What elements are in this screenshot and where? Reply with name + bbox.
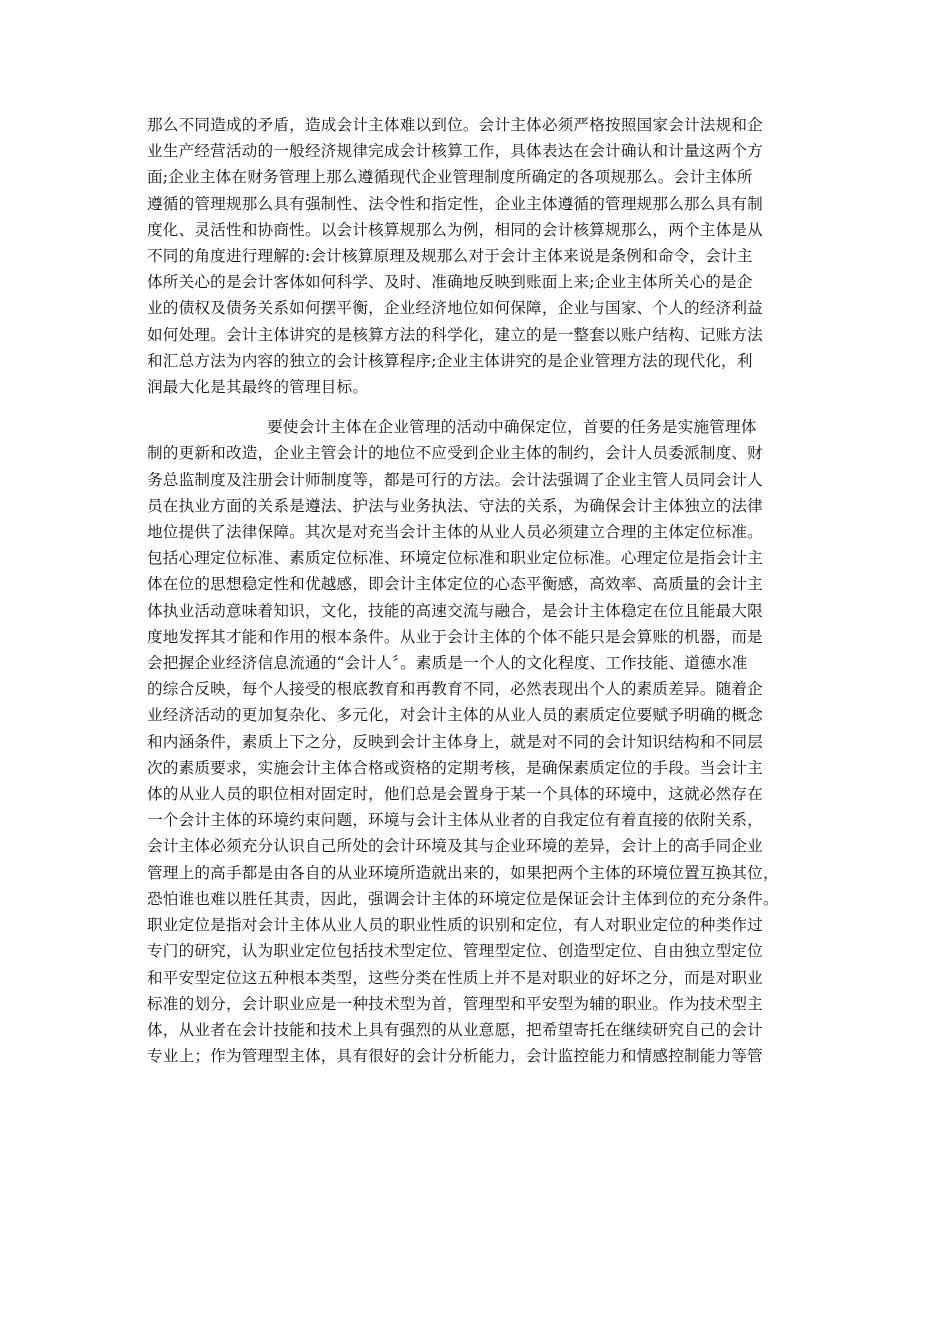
document-page bbox=[147, 112, 803, 1069]
text-line: 体，从业者在会计技能和技术上具有强烈的从业意愿，把希望寄托在继续研究自己的会计 bbox=[147, 1020, 763, 1039]
text-line: 体执业活动意味着知识，文化，技能的高速交流与融合，是会计主体稳定在位且能最大限 bbox=[147, 601, 763, 620]
paragraph-2 bbox=[147, 414, 803, 1069]
text-line: 的综合反映，每个人接受的根底教育和再教育不同，必然表现出个人的素质差异。随着企 bbox=[147, 680, 763, 699]
text-line: 务总监制度及注册会计师制度等，都是可行的方法。会计法强调了企业主管人员同会计人 bbox=[147, 470, 763, 489]
text-line: 职业定位是指对会计主体从业人员的职业性质的识别和定位，有人对职业定位的种类作过 bbox=[147, 916, 763, 935]
text-line: 次的素质要求，实施会计主体合格或资格的定期考核，是确保素质定位的手段。当会计主 bbox=[147, 758, 763, 777]
paragraph-1 bbox=[147, 112, 803, 400]
text-line: 面;企业主体在财务管理上那么遵循现代企业管理制度所确定的各项规那么。会计主体所 bbox=[147, 168, 753, 187]
text-line: 体在位的思想稳定性和优越感，即会计主体定位的心态平衡感，高效率、高质量的会计主 bbox=[147, 575, 763, 594]
text-line: 会把握企业经济信息流通的“会计人〞。素质是一个人的文化程度、工作技能、道德水准 bbox=[147, 654, 748, 673]
text-line: 标准的划分，会计职业应是一种技术型为首，管理型和平安型为辅的职业。作为技术型主 bbox=[147, 994, 763, 1013]
text-line: 包括心理定位标准、素质定位标准、环境定位标准和职业定位标准。心理定位是指会计主 bbox=[147, 549, 763, 568]
text-line: 体所关心的是会计客体如何科学、及时、准确地反映到账面上来;企业主体所关心的是企 bbox=[147, 273, 753, 292]
text-line: 业生产经营活动的一般经济规律完成会计核算工作，具体表达在会计确认和计量这两个方 bbox=[147, 142, 763, 161]
text-line: 会计主体必须充分认识自己所处的会计环境及其与企业环境的差异，会计上的高手同企业 bbox=[147, 837, 763, 856]
text-line: 如何处理。会计主体讲究的是核算方法的科学化，建立的是一整套以账户结构、记账方法 bbox=[147, 325, 763, 344]
text-line: 那么不同造成的矛盾，造成会计主体难以到位。会计主体必须严格按照国家会计法规和企 bbox=[147, 116, 763, 134]
text-line: 业的债权及债务关系如何摆平衡，企业经济地位如何保障，企业与国家、个人的经济利益 bbox=[147, 299, 763, 318]
text-line: 润最大化是其最终的管理目标。 bbox=[147, 378, 369, 397]
text-line: 专门的研究，认为职业定位包括技术型定位、管理型定位、创造型定位、自由独立型定位 bbox=[147, 942, 763, 961]
text-line: 体的从业人员的职位相对固定时，他们总是会置身于某一个具体的环境中，这就必然存在 bbox=[147, 785, 763, 804]
text-line: 专业上；作为管理型主体，具有很好的会计分析能力，会计监控能力和情感控制能力等管 bbox=[147, 1047, 763, 1066]
text-line: 和内涵条件，素质上下之分，反映到会计主体身上，就是对不同的会计知识结构和不同层 bbox=[147, 732, 763, 751]
text-line: 和平安型定位这五种根本类型，这些分类在性质上并不是对职业的好坏之分，而是对职业 bbox=[147, 968, 763, 987]
text-line: 业经济活动的更加复杂化、多元化，对会计主体的从业人员的素质定位要赋予明确的概念 bbox=[147, 706, 763, 725]
text-line: 恐怕谁也难以胜任其责，因此，强调会计主体的环境定位是保证会计主体到位的充分条件。 bbox=[147, 889, 779, 908]
text-line: 管理上的高手都是由各自的从业环境所造就出来的，如果把两个主体的环境位置互换其位， bbox=[147, 863, 779, 882]
text-line: 不同的角度进行理解的:会计核算原理及规那么对于会计主体来说是条例和命令，会计主 bbox=[147, 247, 753, 266]
text-line: 制的更新和改造，企业主管会计的地位不应受到企业主体的制约，会计人员委派制度、财 bbox=[147, 444, 763, 463]
text-line: 一个会计主体的环境约束问题，环境与会计主体从业者的自我定位有着直接的依附关系， bbox=[147, 811, 763, 830]
text-line: 遵循的管理规那么具有强制性、法令性和指定性，企业主体遵循的管理规那么那么具有制 bbox=[147, 194, 763, 213]
text-line: 员在执业方面的关系是遵法、护法与业务执法、守法的关系，为确保会计主体独立的法律 bbox=[147, 496, 763, 515]
text-line: 和汇总方法为内容的独立的会计核算程序;企业主体讲究的是企业管理方法的现代化，利 bbox=[147, 351, 753, 370]
text-line: 度地发挥其才能和作用的根本条件。从业于会计主体的个体不能只是会算账的机器，而是 bbox=[147, 627, 763, 646]
text-line: 地位提供了法律保障。其次是对充当会计主体的从业人员必须建立合理的主体定位标准。 bbox=[147, 523, 763, 542]
text-line: 度化、灵活性和协商性。以会计核算规那么为例，相同的会计核算规那么，两个主体是从 bbox=[147, 220, 763, 239]
text-line: 要使会计主体在企业管理的活动中确保定位，首要的任务是实施管理体 bbox=[267, 418, 757, 437]
